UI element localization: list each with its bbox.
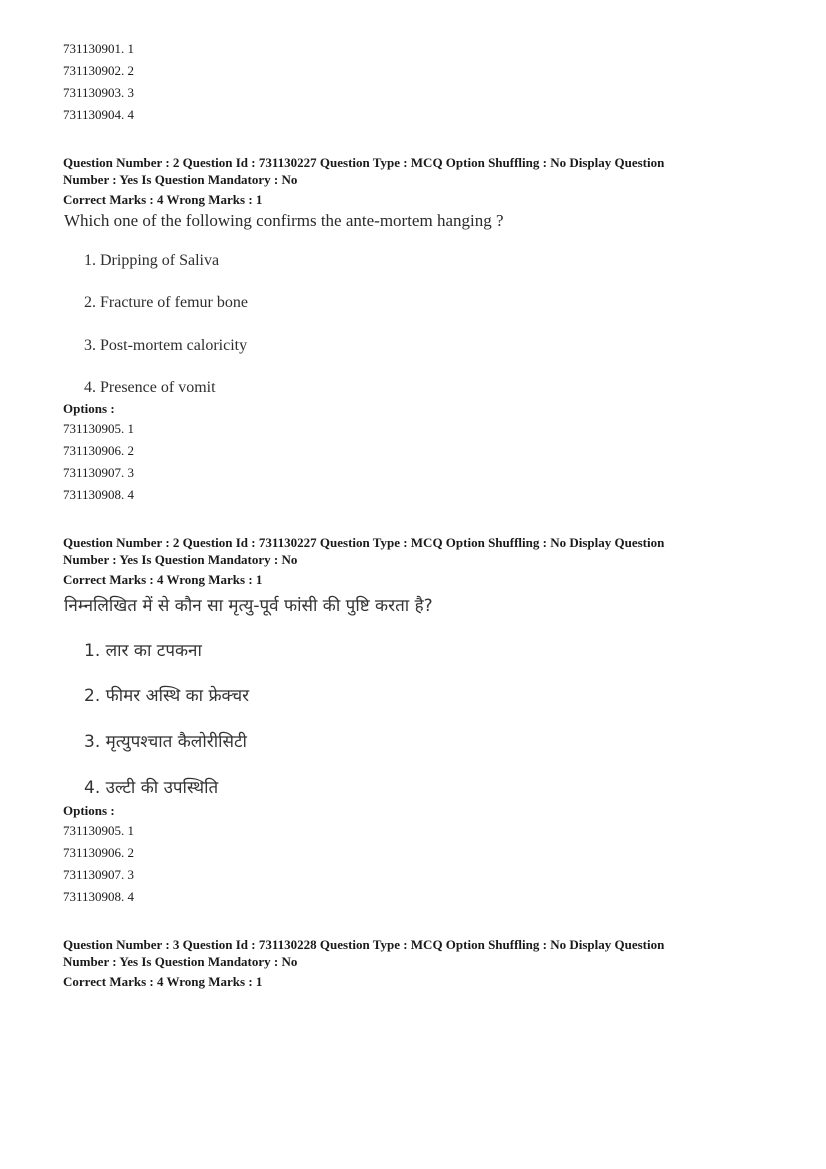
options-label: Options : (63, 803, 115, 818)
option-id: 731130908. 4 (63, 889, 135, 904)
question-header: Question Number : 3 Question Id : 731130228 Question Type : MCQ Option Shuffling : No Display Question (63, 937, 665, 952)
option-id: 731130904. 4 (63, 107, 135, 122)
question-header-cont: Number : Yes Is Question Mandatory : No (63, 954, 298, 969)
option-id: 731130906. 2 (63, 845, 135, 860)
option-id: 731130901. 1 (63, 41, 135, 56)
answer-choice: 1. लार का टपकना (84, 641, 202, 661)
question-marks: Correct Marks : 4 Wrong Marks : 1 (63, 192, 263, 207)
option-id: 731130902. 2 (63, 63, 135, 78)
answer-choice: 4. Presence of vomit (84, 379, 216, 396)
option-id: 731130903. 3 (63, 85, 135, 100)
answer-choice: 3. Post-mortem caloricity (84, 337, 248, 354)
answer-choice: 2. Fracture of femur bone (84, 294, 248, 311)
question-marks: Correct Marks : 4 Wrong Marks : 1 (63, 974, 263, 989)
answer-choice: 2. फीमर अस्थि का फ्रेक्चर (84, 686, 250, 706)
answer-choice: 3. मृत्युपश्चात कैलोरीसिटी (84, 732, 247, 752)
option-id: 731130905. 1 (63, 823, 135, 838)
option-id: 731130907. 3 (63, 465, 135, 480)
question-header: Question Number : 2 Question Id : 731130227 Question Type : MCQ Option Shuffling : No Display Question (63, 155, 665, 170)
option-id: 731130908. 4 (63, 487, 135, 502)
question-header-cont: Number : Yes Is Question Mandatory : No (63, 172, 298, 187)
question-text: Which one of the following confirms the ante-mortem hanging ? (64, 211, 504, 230)
question-header-cont: Number : Yes Is Question Mandatory : No (63, 552, 298, 567)
question-header: Question Number : 2 Question Id : 731130227 Question Type : MCQ Option Shuffling : No Display Question (63, 535, 665, 550)
question-text: निम्नलिखित में से कौन सा मृत्यु-पूर्व फांसी की पुष्टि करता है? (64, 596, 433, 616)
option-id: 731130905. 1 (63, 421, 135, 436)
answer-choice: 1. Dripping of Saliva (84, 252, 220, 269)
options-label: Options : (63, 401, 115, 416)
question-marks: Correct Marks : 4 Wrong Marks : 1 (63, 572, 263, 587)
option-id: 731130906. 2 (63, 443, 135, 458)
answer-choice: 4. उल्टी की उपस्थिति (84, 778, 219, 798)
option-id: 731130907. 3 (63, 867, 135, 882)
